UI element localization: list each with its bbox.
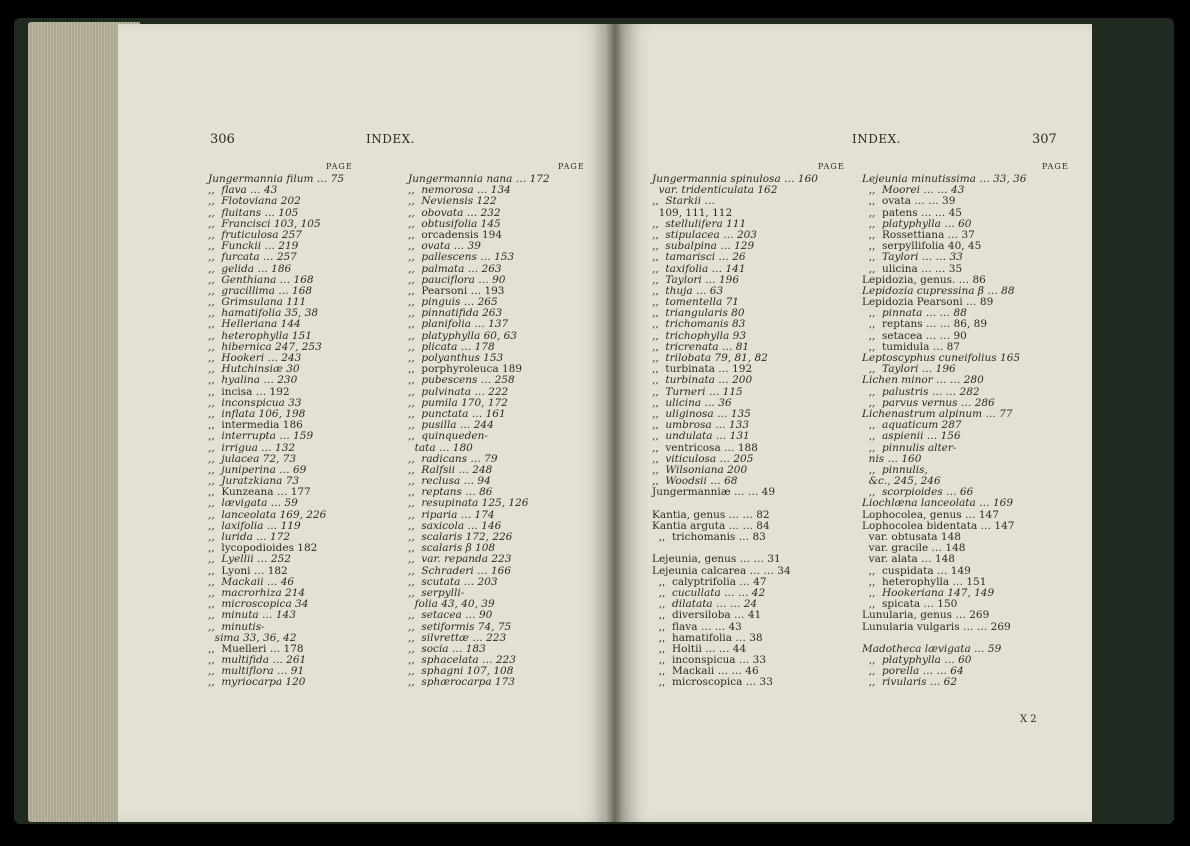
index-entry: ,, serpylli- — [408, 586, 465, 599]
index-entry: ,, stipulacea … 203 — [652, 228, 757, 241]
index-entry: Lepidozia Pearsoni … 89 — [862, 296, 994, 309]
index-entry: ,, macrorhiza 214 — [208, 586, 306, 599]
index-entry: ,, irrigua … 132 — [208, 441, 296, 454]
index-entry: ,, scorpioides … 66 — [862, 486, 974, 499]
index-entry: ,, platyphylla 60, 63 — [408, 329, 517, 342]
index-entry: ,, plicata … 178 — [408, 340, 495, 353]
index-entry: ,, Hookeri … 243 — [208, 352, 302, 364]
index-entry: ,, Starkii … — [652, 195, 715, 208]
index-entry: ,, reclusa … 94 — [408, 475, 491, 488]
index-entry: ,, inconspicua … 33 — [652, 654, 767, 667]
index-entry: Kantia arguta … … 84 — [652, 519, 770, 532]
index-entry: ,, obovata … 232 — [408, 206, 501, 219]
index-entry: ,, planifolia … 137 — [408, 318, 509, 331]
index-entry: ,, pumila 170, 172 — [408, 396, 508, 409]
index-entry: ,, saxicola … 146 — [408, 519, 502, 532]
index-entry: Jungermannia spinulosa … 160 — [652, 173, 818, 185]
index-entry: Lejeunia minutissima … 33, 36 — [862, 173, 1027, 185]
index-entry: var. alata … 148 — [862, 553, 955, 566]
index-entry: ,, Rossettiana … 37 — [862, 228, 975, 241]
index-entry: ,, pubescens … 258 — [408, 374, 515, 387]
index-entry: Lejeunia calcarea … … 34 — [652, 564, 791, 577]
index-entry: ,, setacea … … 90 — [862, 329, 967, 342]
index-entry: Liochlæna lanceolata … 169 — [862, 497, 1013, 510]
index-entry: Madotheca lævigata … 59 — [862, 642, 1002, 655]
index-column — [208, 174, 358, 689]
index-entry: ,, julacea 72, 73 — [208, 452, 297, 465]
index-entry: Jungermannia nana … 172 — [408, 173, 550, 185]
index-entry: ,, palmata … 263 — [408, 262, 502, 275]
page-number-left: 306 — [210, 132, 235, 147]
index-entry: ,, flava … … 43 — [652, 620, 742, 633]
index-entry: ,, obtusifolia 145 — [408, 217, 501, 230]
running-head-left: INDEX. — [366, 132, 415, 146]
index-entry: ,, spicata … 150 — [862, 598, 958, 611]
index-entry: ,, hibernica 247, 253 — [208, 340, 322, 353]
index-entry: ,, turbinata … 192 — [652, 363, 753, 376]
index-entry: ,, setacea … 90 — [408, 609, 493, 622]
index-entry: ,, orcadensis 194 — [408, 228, 503, 241]
page-header-label: PAGE — [326, 162, 353, 171]
index-entry: ,, cuspidata … 149 — [862, 564, 971, 577]
index-entry: Lepidozia, genus. … 86 — [862, 273, 986, 286]
index-entry: ,, Taylori … 196 — [652, 273, 740, 286]
index-entry: ,, thuja … 63 — [652, 284, 724, 297]
index-entry: ,, tricrenata … 81 — [652, 340, 750, 353]
index-entry: ,, incisa … 192 — [208, 385, 290, 398]
index-entry: &c., 245, 246 — [862, 475, 941, 488]
index-entry: ,, porella … … 64 — [862, 665, 964, 678]
index-entry: ,, sphærocarpa 173 — [408, 676, 515, 689]
index-entry: ,, Lyoni … 182 — [208, 564, 288, 577]
index-entry: ,, Mackaii … … 46 — [652, 665, 759, 678]
index-entry: ,, Kunzeana … 177 — [208, 486, 311, 499]
index-entry: ,, multifida … 261 — [208, 654, 307, 667]
index-entry: ,, turbinata … 200 — [652, 374, 753, 387]
index-entry: ,, lurida … 172 — [208, 531, 291, 543]
index-entry: var. obtusata 148 — [862, 531, 961, 543]
index-entry: ,, resupinata 125, 126 — [408, 497, 529, 510]
index-entry: ,, sphagni 107, 108 — [408, 665, 514, 678]
index-entry: ,, Mackaii … 46 — [208, 575, 295, 588]
index-entry: ,, Turneri … 115 — [652, 385, 743, 398]
left-page — [118, 24, 608, 822]
index-entry: ,, ventricosa … 188 — [652, 441, 758, 454]
index-entry: ,, nemorosa … 134 — [408, 184, 511, 197]
index-entry: ,, heterophylla … 151 — [862, 575, 987, 588]
page-header-label: PAGE — [818, 162, 845, 171]
index-entry: ,, pulvinata … 222 — [408, 385, 509, 398]
index-entry: ,, fluitans … 105 — [208, 206, 299, 219]
running-head-right: INDEX. — [852, 132, 901, 146]
index-entry: ,, microscopica 34 — [208, 598, 309, 611]
index-entry: ,, palustris … … 282 — [862, 385, 980, 398]
index-entry: ,, Genthiana … 168 — [208, 273, 314, 286]
index-entry: ,, Francisci 103, 105 — [208, 217, 321, 230]
index-entry: ,, tamarisci … 26 — [652, 251, 746, 264]
page-header-label: PAGE — [558, 162, 585, 171]
index-entry: ,, ulicina … … 35 — [862, 262, 963, 275]
index-entry: ,, lycopodioides 182 — [208, 542, 318, 555]
index-entry: ,, trichomanis 83 — [652, 318, 746, 331]
index-entry: ,, sphacelata … 223 — [408, 654, 516, 667]
index-entry: ,, juniperina … 69 — [208, 463, 307, 476]
index-entry: ,, hamatifolia … 38 — [652, 631, 763, 644]
index-entry: ,, lanceolata 169, 226 — [208, 508, 327, 521]
index-entry: ,, inconspicua 33 — [208, 396, 302, 409]
index-entry: ,, patens … … 45 — [862, 206, 962, 219]
index-entry: ,, interrupta … 159 — [208, 430, 314, 443]
index-entry: ,, heterophylla 151 — [208, 329, 312, 342]
index-entry: ,, ovata … … 39 — [862, 195, 956, 208]
index-entry: Jungermanniæ … … 49 — [652, 486, 776, 499]
index-entry: ,, fruticulosa 257 — [208, 228, 302, 241]
page-number-right: 307 — [1032, 132, 1057, 147]
index-entry: ,, Grimsulana 111 — [208, 296, 307, 309]
index-entry: ,, porphyroleuca 189 — [408, 363, 523, 376]
index-entry: ,, triangularis 80 — [652, 307, 745, 320]
index-entry: ,, Flotoviana 202 — [208, 195, 301, 208]
index-entry: ,, multiflora … 91 — [208, 665, 305, 678]
index-entry: ,, lævigata … 59 — [208, 497, 298, 510]
index-entry: Lichen minor … … 280 — [862, 374, 984, 387]
index-entry: ,, viticulosa … 205 — [652, 452, 754, 465]
index-entry: ,, Ralfsii … 248 — [408, 463, 493, 476]
index-entry: sima 33, 36, 42 — [208, 631, 297, 644]
index-entry: ,, radicans … 79 — [408, 452, 498, 465]
index-entry: ,, pinnulis alter- — [862, 441, 957, 454]
index-entry: ,, pauciflora … 90 — [408, 273, 506, 286]
index-entry: ,, dilatata … … 24 — [652, 598, 758, 611]
index-entry: ,, scalaris 172, 226 — [408, 531, 513, 543]
index-entry: ,, tomentella 71 — [652, 296, 739, 309]
index-column — [862, 174, 1062, 689]
index-entry: ,, cucullata … … 42 — [652, 586, 766, 599]
index-entry: ,, aquaticum 287 — [862, 419, 962, 432]
index-entry: folia 43, 40, 39 — [408, 598, 495, 611]
index-entry: ,, trichophylla 93 — [652, 329, 747, 342]
index-entry: ,, Schraderi … 166 — [408, 564, 511, 577]
index-entry: ,, quinqueden- — [408, 430, 488, 443]
index-entry: Jungermannia filum … 75 — [208, 173, 345, 185]
index-entry: ,, pusilla … 244 — [408, 419, 494, 432]
index-entry: ,, microscopica … 33 — [652, 676, 773, 689]
index-entry: ,, Muelleri … 178 — [208, 642, 304, 655]
index-entry: ,, undulata … 131 — [652, 430, 750, 443]
index-entry: 109, 111, 112 — [652, 206, 733, 219]
index-entry: ,, var. repanda 223 — [408, 553, 512, 566]
index-entry: var. gracile … 148 — [862, 542, 966, 555]
index-entry: ,, myriocarpa 120 — [208, 676, 306, 689]
index-entry: ,, diversiloba … 41 — [652, 609, 762, 622]
index-entry: ,, gracillima … 168 — [208, 284, 313, 297]
index-entry: ,, punctata … 161 — [408, 407, 506, 420]
index-entry: ,, Hutchinsiæ 30 — [208, 363, 300, 376]
index-entry: Lunularia vulgaris … … 269 — [862, 620, 1011, 633]
index-entry: Lejeunia, genus … … 31 — [652, 553, 781, 566]
index-entry: ,, Helleriana 144 — [208, 318, 301, 331]
index-entry: ,, Holtii … … 44 — [652, 642, 747, 655]
index-column — [652, 174, 847, 689]
index-entry: ,, hamatifolia 35, 38 — [208, 307, 319, 320]
index-entry: ,, Funckii … 219 — [208, 240, 299, 253]
index-entry: Lunularia, genus … 269 — [862, 609, 990, 622]
index-entry: ,, laxifolia … 119 — [208, 519, 301, 532]
index-entry — [652, 498, 847, 509]
page-header-label: PAGE — [1042, 162, 1069, 171]
index-entry: ,, inflata 106, 198 — [208, 407, 306, 420]
index-entry: ,, scutata … 203 — [408, 575, 498, 588]
index-entry: ,, flava … 43 — [208, 184, 278, 197]
index-entry: ,, silvrettæ … 223 — [408, 631, 507, 644]
index-entry: ,, intermedia 186 — [208, 419, 303, 432]
index-entry: ,, reptans … 86 — [408, 486, 493, 499]
index-entry: ,, hyalina … 230 — [208, 374, 298, 387]
index-entry: ,, trilobata 79, 81, 82 — [652, 352, 768, 364]
index-entry: ,, umbrosa … 133 — [652, 419, 749, 432]
index-entry: ,, calyptrifolia … 47 — [652, 575, 767, 588]
index-column — [408, 174, 588, 689]
index-entry: ,, Woodsii … 68 — [652, 475, 738, 488]
index-entry: ,, Pearsoni … 193 — [408, 284, 505, 297]
index-entry: ,, riparia … 174 — [408, 508, 495, 521]
index-entry: ,, pinguis … 265 — [408, 296, 498, 309]
index-entry: ,, pinnulis, — [862, 463, 928, 476]
index-entry: ,, minuta … 143 — [208, 609, 296, 622]
index-entry: Lepidozia cupressina β … 88 — [862, 284, 1015, 297]
index-entry: ,, Wilsoniana 200 — [652, 463, 748, 476]
index-entry: ,, ulicina … 36 — [652, 396, 732, 409]
index-entry: ,, Neviensis 122 — [408, 195, 497, 208]
index-entry: ,, gelida … 186 — [208, 262, 292, 275]
index-entry: nis … 160 — [862, 452, 922, 465]
index-entry: ,, polyanthus 153 — [408, 352, 504, 364]
index-entry: ,, Taylori … 196 — [862, 363, 956, 376]
index-entry: ,, tumidula … 87 — [862, 340, 960, 353]
index-entry: ,, rivularis … 62 — [862, 676, 958, 689]
index-entry: ,, platyphylla … 60 — [862, 654, 972, 667]
index-entry: ,, aspienii … 156 — [862, 430, 961, 443]
index-entry: Kantia, genus … … 82 — [652, 508, 770, 521]
index-entry: ,, socia … 183 — [408, 642, 486, 655]
index-entry: ,, platyphylla … 60 — [862, 217, 972, 230]
index-entry: ,, scalaris β 108 — [408, 542, 496, 555]
index-entry: ,, Taylori … … 33 — [862, 251, 963, 264]
index-entry: ,, ovata … 39 — [408, 240, 481, 253]
index-entry: ,, Hookeriana 147, 149 — [862, 586, 995, 599]
index-entry: ,, pinnatifida 263 — [408, 307, 503, 320]
index-entry: Lophocolea, genus … 147 — [862, 508, 999, 521]
index-entry: tata … 180 — [408, 441, 473, 454]
index-entry: ,, parvus vernus … 286 — [862, 396, 995, 409]
index-entry: ,, trichomanis … 83 — [652, 531, 766, 543]
index-entry: ,, stellulifera 111 — [652, 217, 747, 230]
index-entry: ,, pinnata … … 88 — [862, 307, 967, 320]
index-entry: var. tridenticulata 162 — [652, 184, 778, 197]
index-entry: ,, Lyellii … 252 — [208, 553, 291, 566]
index-entry: ,, serpyllifolia 40, 45 — [862, 240, 982, 253]
right-page — [622, 24, 1092, 822]
index-entry: ,, pallescens … 153 — [408, 251, 515, 264]
index-entry: ,, uliginosa … 135 — [652, 407, 751, 420]
index-entry: Leptoscyphus cuneifolius 165 — [862, 352, 1021, 364]
index-entry: ,, Juratzkiana 73 — [208, 475, 300, 488]
index-entry: ,, furcata … 257 — [208, 251, 297, 264]
index-entry: ,, reptans … … 86, 89 — [862, 318, 988, 331]
index-entry: ,, Moorei … … 43 — [862, 184, 965, 197]
index-entry: ,, minutis- — [208, 620, 265, 633]
signature-mark: X 2 — [1020, 714, 1037, 725]
index-entry: ,, taxifolia … 141 — [652, 262, 746, 275]
index-entry: Lophocolea bidentata … 147 — [862, 519, 1015, 532]
index-entry: ,, subalpina … 129 — [652, 240, 755, 253]
index-entry: Lichenastrum alpinum … 77 — [862, 407, 1013, 420]
index-entry: ,, setiformis 74, 75 — [408, 620, 512, 633]
